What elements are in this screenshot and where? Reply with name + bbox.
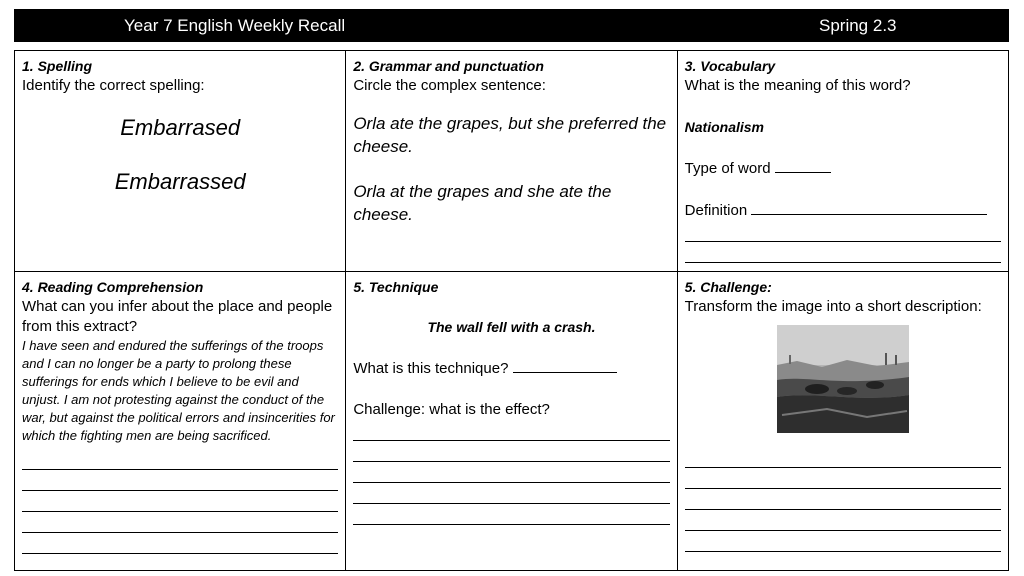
vocabulary-word: Nationalism [684, 119, 765, 135]
technique-answer-line[interactable] [513, 358, 617, 373]
answer-line[interactable] [685, 447, 1001, 468]
word-type-label: Type of word [684, 160, 771, 177]
answer-line[interactable] [685, 242, 1001, 263]
vocabulary-heading: 3. Vocabulary [684, 58, 776, 74]
spelling-cell [15, 51, 346, 272]
word-type-row [685, 158, 1001, 179]
reading-extract: I have seen and endured the sufferings of the troops and I can no longer be a party to prolong these sufferings for ends which I believe to be evil and unjust. I am not protesting against the conduct of the war, but against the political errors and insincerities for which the fighting men are being sacrificed. [22, 338, 335, 443]
grammar-cell [346, 51, 677, 272]
word-type-answer-line[interactable] [775, 158, 831, 173]
spelling-instruction: Identify the correct spelling: [22, 77, 205, 94]
term-label: Spring 2.3 [819, 16, 897, 35]
challenge-instruction: Transform the image into a short description: [684, 298, 982, 315]
reading-cell [15, 272, 346, 571]
reading-question: What can you infer about the place and people from this extract? [22, 298, 333, 335]
challenge-heading: 5. Challenge: [684, 279, 772, 295]
recall-grid [14, 50, 1009, 571]
sentence-2[interactable]: Orla at the grapes and she ate the cheese. [353, 182, 612, 224]
answer-line[interactable] [685, 510, 1001, 531]
reading-heading: 4. Reading Comprehension [22, 279, 204, 295]
answer-line[interactable] [685, 468, 1001, 489]
definition-label: Definition [684, 202, 748, 219]
answer-line[interactable] [22, 470, 338, 491]
technique-question-row [353, 358, 669, 379]
page-title: Year 7 English Weekly Recall [124, 16, 346, 35]
spelling-option-2[interactable]: Embarrassed [114, 169, 246, 194]
spelling-option-1[interactable]: Embarrased [120, 115, 241, 140]
challenge-cell [677, 272, 1008, 571]
header-bar [14, 9, 1009, 42]
technique-challenge: Challenge: what is the effect? [353, 401, 550, 418]
definition-answer-line[interactable] [751, 200, 987, 215]
answer-line[interactable] [353, 462, 669, 483]
answer-line[interactable] [353, 483, 669, 504]
definition-row [685, 200, 1001, 221]
spelling-heading: 1. Spelling [22, 58, 93, 74]
answer-line[interactable] [22, 512, 338, 533]
answer-line[interactable] [353, 420, 669, 441]
answer-line[interactable] [685, 221, 1001, 242]
grammar-instruction: Circle the complex sentence: [353, 77, 546, 94]
answer-line[interactable] [353, 441, 669, 462]
answer-line[interactable] [685, 489, 1001, 510]
answer-line[interactable] [22, 533, 338, 554]
technique-question: What is this technique? [353, 360, 509, 377]
technique-example: The wall fell with a crash. [427, 319, 596, 335]
sentence-1[interactable]: Orla ate the grapes, but she preferred the cheese. [353, 114, 667, 156]
answer-line[interactable] [22, 449, 338, 470]
grammar-heading: 2. Grammar and punctuation [353, 58, 544, 74]
answer-line[interactable] [685, 531, 1001, 552]
answer-line[interactable] [353, 504, 669, 525]
technique-heading: 5. Technique [353, 279, 439, 295]
technique-cell [346, 272, 677, 571]
trench-photo-graphic [777, 325, 909, 433]
vocabulary-instruction: What is the meaning of this word? [684, 77, 911, 94]
trench-photo [777, 325, 909, 433]
answer-line[interactable] [22, 491, 338, 512]
vocabulary-cell [677, 51, 1008, 272]
